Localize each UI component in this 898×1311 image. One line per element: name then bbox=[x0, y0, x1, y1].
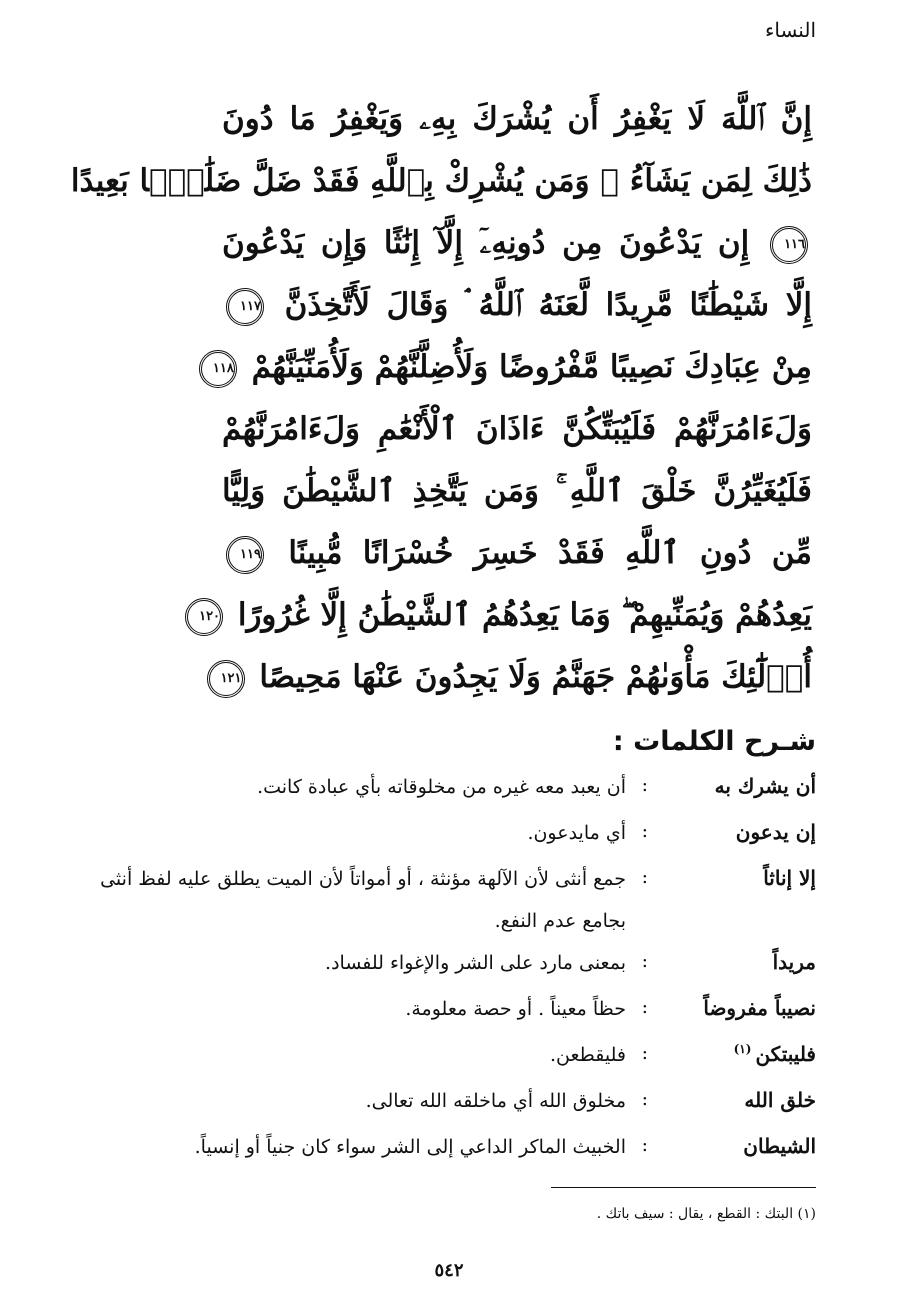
verse-text: إِنَّ ٱللَّهَ لَا يَغْفِرُ أَن يُشْرَكَ بِهِۦ وَيَغْفِرُ مَا دُونَ bbox=[222, 101, 812, 137]
glossary-term: الشيطان bbox=[743, 1134, 816, 1158]
glossary-definition: أن يعبد معه غيره من مخلوقاته بأي عبادة كانت. bbox=[257, 776, 626, 798]
glossary-definition: مخلوق الله أي ماخلقه الله تعالى. bbox=[365, 1090, 626, 1112]
glossary-term: إن يدعون bbox=[735, 820, 816, 844]
glossary-colon: : bbox=[641, 1042, 648, 1064]
glossary-entry bbox=[56, 1084, 816, 1130]
glossary-title: شـرح الكلمات : bbox=[612, 726, 816, 757]
ayah-number-marker: ١١٨ bbox=[199, 350, 237, 388]
glossary-colon: : bbox=[641, 866, 648, 888]
verse-text: وَلَءَامُرَنَّهُمْ فَلَيُبَتِّكُنَّ ءَاذَانَ ٱلْأَنْعَٰمِ وَلَءَامُرَنَّهُمْ bbox=[222, 411, 812, 447]
glossary-entry bbox=[56, 992, 816, 1038]
glossary-colon: : bbox=[641, 1088, 648, 1110]
quran-verses bbox=[70, 88, 812, 708]
verse-text: مِنْ عِبَادِكَ نَصِيبًا مَّفْرُوضًا وَلَأُضِلَّنَّهُمْ وَلَأُمَنِّيَنَّهُمْ bbox=[251, 349, 812, 385]
glossary-entry bbox=[56, 816, 816, 862]
verse-line bbox=[212, 336, 812, 398]
glossary-list bbox=[56, 770, 816, 1176]
verse-line bbox=[222, 88, 812, 150]
glossary-term: مريداً bbox=[772, 950, 816, 974]
glossary-colon: : bbox=[641, 996, 648, 1018]
verse-text: أُو۟لَٰٓئِكَ مَأْوَىٰهُمْ جَهَنَّمُ وَلَا يَجِدُونَ عَنْهَا مَحِيصًا bbox=[259, 659, 812, 695]
glossary-definition: فليقطعن. bbox=[550, 1044, 626, 1066]
glossary-entry bbox=[56, 770, 816, 816]
glossary-term-text: فليبتكن bbox=[755, 1042, 816, 1066]
footnote: (١) البتك : القطع ، يقال : سيف باتك . bbox=[596, 1206, 816, 1222]
glossary-colon: : bbox=[641, 1134, 648, 1156]
glossary-definition: بمعنى مارد على الشر والإغواء للفساد. bbox=[325, 952, 626, 974]
ayah-number-marker: ١٢٠ bbox=[185, 598, 223, 636]
verse-line bbox=[222, 522, 812, 584]
glossary-definition: حظاً معيناً . أو حصة معلومة. bbox=[405, 998, 626, 1020]
verse-text: إِلَّا شَيْطَٰنًا مَّرِيدًا لَّعَنَهُ ٱللَّهُ ۘ وَقَالَ لَأَتَّخِذَنَّ bbox=[284, 287, 812, 323]
verse-line bbox=[222, 646, 812, 708]
glossary-definition: الخبيث الماكر الداعي إلى الشر سواء كان جنياً أو إنسياً. bbox=[194, 1136, 626, 1158]
verse-text: إِن يَدْعُونَ مِن دُونِهِۦٓ إِلَّآ إِنَٰثًا وَإِن يَدْعُونَ bbox=[222, 225, 750, 261]
glossary-definition: جمع أنثى لأن الآلهة مؤنثة ، أو أمواتاً لأن الميت يطلق عليه لفظ أنثى بجامع عدم النفع. bbox=[100, 868, 626, 932]
glossary-term: خلق الله bbox=[744, 1088, 816, 1112]
verse-text: ذَٰلِكَ لِمَن يَشَآءُ ۚ وَمَن يُشْرِكْ بِٱللَّهِ فَقَدْ ضَلَّ ضَلَٰلًۢا بَعِيدًا bbox=[70, 163, 812, 199]
verse-text: فَلَيُغَيِّرُنَّ خَلْقَ ٱللَّهِ ۚ وَمَن يَتَّخِذِ ٱلشَّيْطَٰنَ وَلِيًّا bbox=[222, 473, 812, 509]
footnote-reference[interactable]: (١) bbox=[733, 1042, 752, 1057]
ayah-number-marker: ١١٦ bbox=[770, 226, 808, 264]
glossary-term bbox=[696, 1042, 816, 1066]
ayah-number-marker: ١٢١ bbox=[207, 660, 245, 698]
glossary-term: إلا إناثاً bbox=[763, 866, 816, 890]
glossary-colon: : bbox=[641, 820, 648, 842]
glossary-colon: : bbox=[641, 950, 648, 972]
glossary-term: أن يشرك به bbox=[714, 774, 816, 798]
glossary-entry bbox=[56, 946, 816, 992]
verse-text: مِّن دُونِ ٱللَّهِ فَقَدْ خَسِرَ خُسْرَانًا مُّبِينًا bbox=[288, 535, 812, 571]
verse-line bbox=[70, 150, 812, 212]
verse-line bbox=[222, 212, 812, 274]
footnote-divider bbox=[551, 1187, 816, 1188]
verse-line bbox=[199, 584, 812, 646]
page-number: ٥٤٢ bbox=[434, 1260, 464, 1281]
glossary-entry bbox=[56, 862, 816, 946]
verse-text: يَعِدُهُمْ وَيُمَنِّيهِمْ ۖ وَمَا يَعِدُهُمُ ٱلشَّيْطَٰنُ إِلَّا غُرُورًا bbox=[237, 597, 812, 633]
glossary-entry bbox=[56, 1130, 816, 1176]
verse-line bbox=[222, 398, 812, 460]
glossary-term: نصيباً مفروضاً bbox=[703, 996, 816, 1020]
glossary-colon: : bbox=[641, 774, 648, 796]
surah-header: النساء bbox=[764, 18, 816, 42]
ayah-number-marker: ١١٩ bbox=[226, 536, 264, 574]
verse-line bbox=[222, 460, 812, 522]
ayah-number-marker: ١١٧ bbox=[226, 288, 264, 326]
verse-line bbox=[222, 274, 812, 336]
glossary-entry bbox=[56, 1038, 816, 1084]
glossary-definition: أي مايدعون. bbox=[527, 822, 626, 844]
